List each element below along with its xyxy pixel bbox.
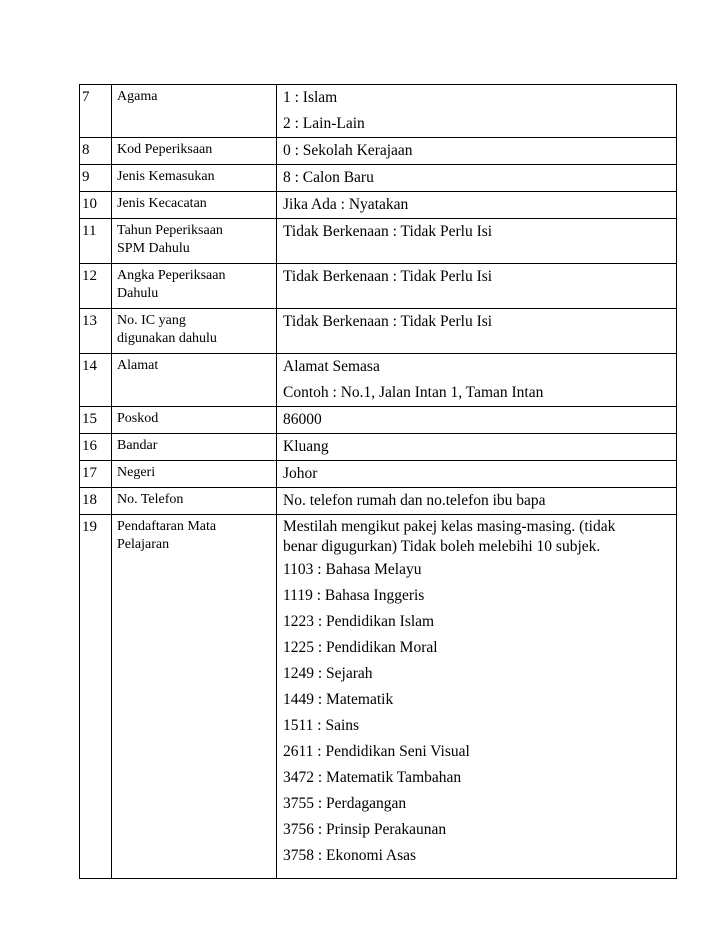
row-number: 8 [80,138,112,165]
subject-line: 1223 : Pendidikan Islam [283,613,435,630]
row-value [277,165,677,192]
row-number: 12 [80,264,112,309]
table-row [80,165,677,192]
row-number: 7 [80,85,112,138]
value-line: Tidak Berkenaan : Tidak Perlu Isi [283,268,493,285]
row-label-line: Negeri [117,465,156,480]
row-label-line: Jenis Kemasukan [117,169,215,184]
row-value [277,85,677,138]
row-label-line: Poskod [117,411,159,426]
subject-line: 3755 : Perdagangan [283,795,407,812]
row-value [277,309,677,354]
row-value [277,354,677,407]
row-label-line: No. Telefon [117,492,184,507]
subject-line: 3758 : Ekonomi Asas [283,847,417,864]
row-label [112,461,277,488]
row-label [112,264,277,309]
row-number: 13 [80,309,112,354]
value-line: Contoh : No.1, Jalan Intan 1, Taman Intan [283,384,544,401]
value-line: 86000 [283,411,322,428]
row-number: 15 [80,407,112,434]
row-number: 19 [80,515,112,879]
row-label-line: Pelajaran [117,537,170,552]
subject-line: 1103 : Bahasa Melayu [283,561,422,578]
row-label-line: Tahun Peperiksaan [117,223,223,238]
value-line: Mestilah mengikut pakej kelas masing-masing. (tidak [283,518,616,535]
row-label [112,309,277,354]
table-row [80,138,677,165]
row-label [112,219,277,264]
row-value [277,138,677,165]
row-label-line: Bandar [117,438,158,453]
value-line: 0 : Sekolah Kerajaan [283,142,413,159]
row-label-line: Angka Peperiksaan [117,268,226,283]
row-value [277,192,677,219]
value-line: Jika Ada : Nyatakan [283,196,409,213]
subject-line: 1119 : Bahasa Inggeris [283,587,425,604]
table-row [80,461,677,488]
row-number: 11 [80,219,112,264]
row-label [112,354,277,407]
value-line: 8 : Calon Baru [283,169,374,186]
row-label [112,488,277,515]
row-label [112,138,277,165]
row-number: 10 [80,192,112,219]
row-value [277,407,677,434]
subject-line: 3472 : Matematik Tambahan [283,769,462,786]
row-label-line: Agama [117,89,158,104]
row-label [112,192,277,219]
value-line: benar digugurkan) Tidak boleh melebihi 10 subjek. [283,538,601,555]
row-label [112,85,277,138]
table-row [80,309,677,354]
row-label-line: Kod Peperiksaan [117,142,213,157]
table-row [80,85,677,138]
row-value [277,219,677,264]
row-number: 16 [80,434,112,461]
subject-line: 1249 : Sejarah [283,665,373,682]
value-line: 1 : Islam [283,89,338,106]
table-row [80,264,677,309]
value-line: Tidak Berkenaan : Tidak Perlu Isi [283,223,493,240]
value-line: Alamat Semasa [283,358,380,375]
row-number: 14 [80,354,112,407]
value-line: No. telefon rumah dan no.telefon ibu bapa [283,492,546,509]
row-label-line: Jenis Kecacatan [117,196,207,211]
row-number: 18 [80,488,112,515]
row-label [112,165,277,192]
value-line: Johor [283,465,318,482]
row-label-line: digunakan dahulu [117,331,217,346]
row-label-line: No. IC yang [117,313,186,328]
row-label-line: Pendaftaran Mata [117,519,217,534]
row-value [277,434,677,461]
row-label [112,434,277,461]
document-table [79,84,677,879]
subject-line: 1511 : Sains [283,717,360,734]
table-row [80,407,677,434]
row-label [112,407,277,434]
table-row [80,192,677,219]
row-label-line: SPM Dahulu [117,241,190,256]
table-row [80,434,677,461]
row-label [112,515,277,879]
row-label-line: Alamat [117,358,159,373]
row-value [277,264,677,309]
row-label-line: Dahulu [117,286,159,301]
row-number: 9 [80,165,112,192]
value-line: Kluang [283,438,329,455]
value-line: Tidak Berkenaan : Tidak Perlu Isi [283,313,493,330]
subject-line: 3756 : Prinsip Perakaunan [283,821,447,838]
subject-line: 1449 : Matematik [283,691,394,708]
row-value [277,515,677,879]
row-value [277,488,677,515]
table-row [80,354,677,407]
row-number: 17 [80,461,112,488]
value-line: 2 : Lain-Lain [283,115,365,132]
subject-line: 1225 : Pendidikan Moral [283,639,438,656]
table-row [80,515,677,879]
table-row [80,219,677,264]
subject-line: 2611 : Pendidikan Seni Visual [283,743,470,760]
table-row [80,488,677,515]
row-value [277,461,677,488]
